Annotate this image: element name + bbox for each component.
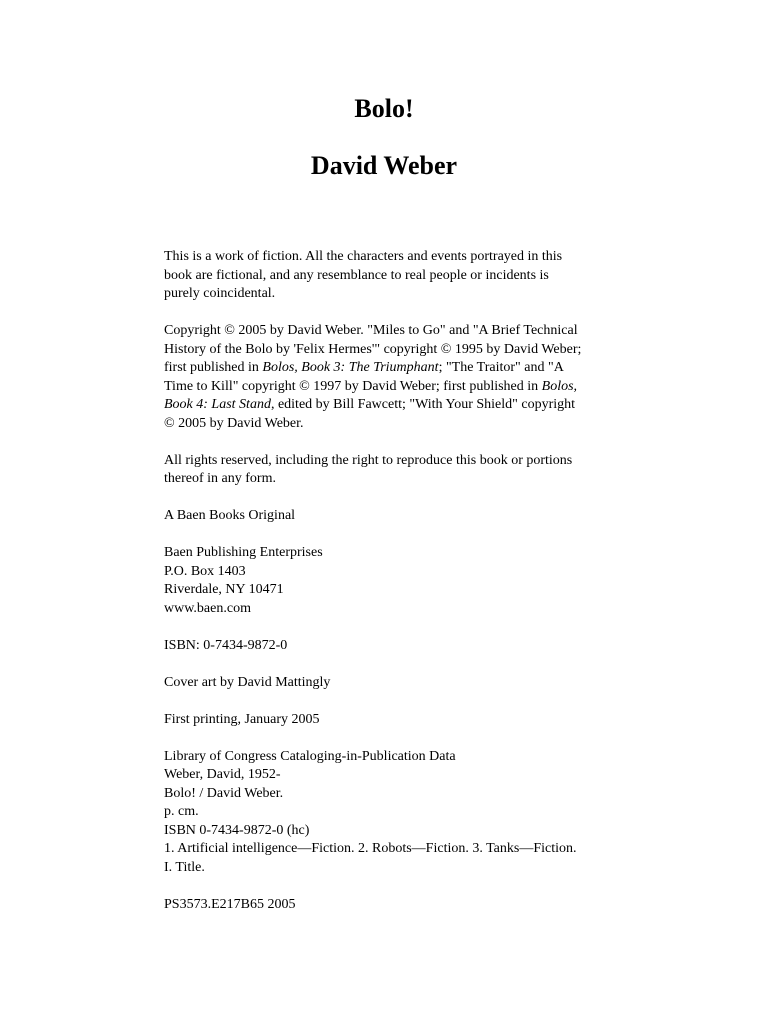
text-line <box>164 378 612 397</box>
fiction-disclaimer <box>164 248 612 304</box>
text-line: Baen Publishing Enterprises <box>164 545 323 560</box>
front-matter-text <box>164 248 612 933</box>
text-line: PS3573.E217B65 2005 <box>164 896 296 912</box>
text-line: © 2005 by David Weber. <box>164 415 304 431</box>
text-line: Weber, David, 1952- <box>164 767 281 782</box>
text-line: Cover art by David Mattingly <box>164 674 331 690</box>
text-line: Bolo! / David Weber. <box>164 785 284 801</box>
cover-art-credit <box>164 674 612 693</box>
text-line: I. Title. <box>164 859 205 875</box>
text-run: first published in <box>164 360 263 375</box>
original-edition-note <box>164 507 612 526</box>
text-line: p. cm. <box>164 804 199 819</box>
text-line <box>164 396 612 415</box>
text-line: 1. Artificial intelligence—Fiction. 2. Robots—Fiction. 3. Tanks—Fiction. <box>164 841 577 856</box>
text-line: A Baen Books Original <box>164 508 296 523</box>
publisher-address <box>164 544 612 618</box>
text-line: This is a work of fiction. All the characters and events portrayed in this <box>164 249 563 264</box>
text-run: , edited by Bill Fawcett; "With Your Shield" copyright <box>270 397 576 412</box>
book-title: Bolo! <box>354 94 414 123</box>
text-line: Copyright © 2005 by David Weber. "Miles to Go" and "A Brief Technical <box>164 323 578 338</box>
text-line: purely coincidental. <box>164 286 276 301</box>
book-reference: Book 4: Last Stand <box>164 397 271 412</box>
text-line: thereof in any form. <box>164 471 276 486</box>
book-reference: Bolos, Book 3: The Triumphant <box>262 360 439 375</box>
cip-data <box>164 748 612 878</box>
book-reference: Bolos, <box>541 378 578 394</box>
text-line: All rights reserved, including the right to reproduce this book or portions <box>164 452 573 468</box>
text-line: History of the Bolo by 'Felix Hermes'" copyright © 1995 by David Weber; <box>164 341 582 357</box>
rights-reserved <box>164 452 612 489</box>
isbn <box>164 637 612 656</box>
text-run: Time to Kill" copyright © 1997 by David Weber; first published in <box>164 378 542 394</box>
text-line: Library of Congress Cataloging-in-Publication Data <box>164 748 456 764</box>
classification-number <box>164 896 612 915</box>
text-line: book are fictional, and any resemblance to real people or incidents is <box>164 267 549 283</box>
text-line: ISBN: 0-7434-9872-0 <box>164 637 288 653</box>
text-line: Riverdale, NY 10471 <box>164 582 284 597</box>
text-line: P.O. Box 1403 <box>164 563 246 579</box>
printing-note <box>164 711 612 730</box>
text-line <box>164 359 612 378</box>
publisher-website: www.baen.com <box>164 600 251 616</box>
text-line: First printing, January 2005 <box>164 711 320 727</box>
text-line: ISBN 0-7434-9872-0 (hc) <box>164 822 310 838</box>
copyright-notice <box>164 322 612 433</box>
author-name: David Weber <box>310 151 458 180</box>
text-run: ; "The Traitor" and "A <box>438 360 564 375</box>
